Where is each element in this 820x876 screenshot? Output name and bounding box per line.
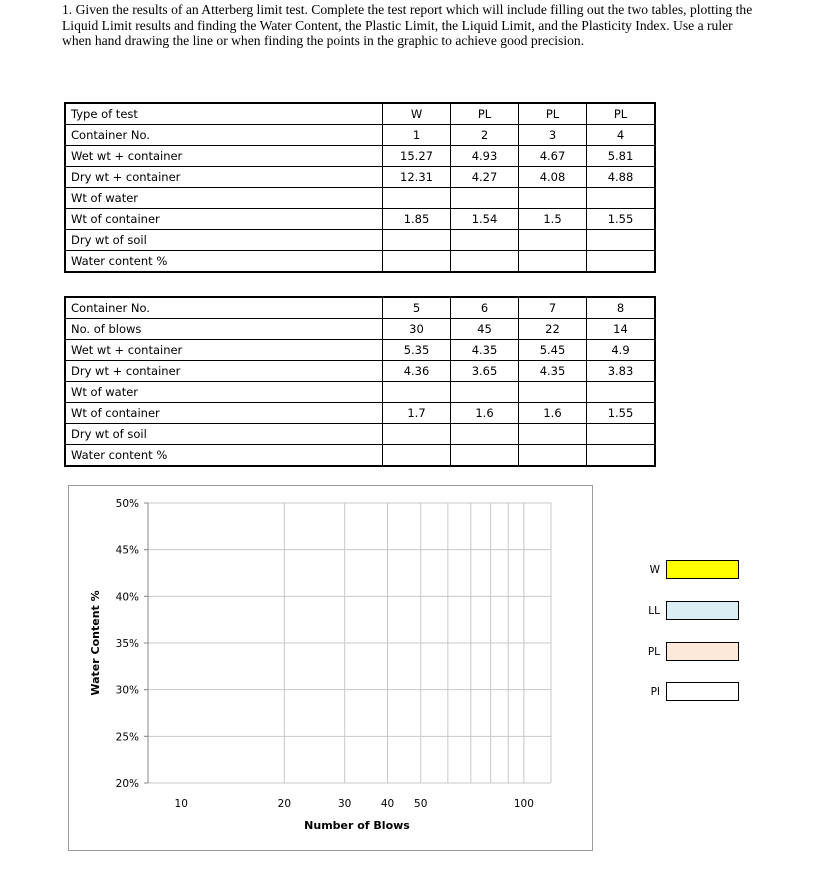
legend-label: W [649, 564, 660, 576]
value-cell: 1.7 [383, 403, 451, 424]
value-cell: 1.6 [451, 403, 519, 424]
legend-label: PI [650, 686, 660, 698]
value-cell: 1 [383, 125, 451, 146]
input-cell[interactable] [587, 424, 656, 445]
table-row [65, 319, 655, 340]
input-cell[interactable] [519, 188, 587, 209]
legend-swatch[interactable] [666, 642, 739, 661]
value-cell: 4.67 [519, 146, 587, 167]
y-axis-label: Water Content % [89, 590, 102, 696]
chart-canvas [69, 486, 594, 852]
input-cell[interactable] [383, 445, 451, 467]
input-cell[interactable] [451, 424, 519, 445]
value-cell: PL [519, 103, 587, 125]
input-cell[interactable] [451, 230, 519, 251]
legend-swatch[interactable] [666, 560, 739, 579]
x-tick-label: 30 [338, 798, 352, 810]
input-cell[interactable] [587, 445, 656, 467]
value-cell: 4.35 [519, 361, 587, 382]
row-label: No. of blows [65, 319, 383, 340]
value-cell: 5.35 [383, 340, 451, 361]
input-cell[interactable] [383, 230, 451, 251]
input-cell[interactable] [519, 445, 587, 467]
legend-item-pl [600, 642, 745, 664]
legend-item-w [600, 560, 745, 582]
flow-curve-chart [68, 485, 593, 851]
x-tick-label: 20 [277, 798, 292, 810]
input-cell[interactable] [451, 251, 519, 273]
value-cell: 1.54 [451, 209, 519, 230]
value-cell: 14 [587, 319, 656, 340]
row-label: Water content % [65, 251, 383, 273]
input-cell[interactable] [519, 230, 587, 251]
value-cell: 30 [383, 319, 451, 340]
y-tick-label: 25% [115, 731, 139, 744]
y-tick-label: 20% [115, 778, 139, 790]
table-row [65, 188, 655, 209]
value-cell: 4 [587, 125, 656, 146]
value-cell: 2 [451, 125, 519, 146]
row-label: Dry wt of soil [65, 424, 383, 445]
input-cell[interactable] [451, 445, 519, 467]
input-cell[interactable] [383, 251, 451, 273]
input-cell[interactable] [519, 251, 587, 273]
table-row [65, 209, 655, 230]
row-label: Wt of water [65, 188, 383, 209]
value-cell: 3 [519, 125, 587, 146]
value-cell: 5.45 [519, 340, 587, 361]
legend-item-pi [600, 682, 745, 704]
value-cell: 7 [519, 297, 587, 319]
value-cell: 4.36 [383, 361, 451, 382]
row-label: Wt of container [65, 209, 383, 230]
input-cell[interactable] [587, 251, 656, 273]
y-tick-label: 40% [115, 591, 139, 604]
input-cell[interactable] [587, 382, 656, 403]
row-label: Wet wt + container [65, 146, 383, 167]
value-cell: 4.9 [587, 340, 656, 361]
question-text: 1. Given the results of an Atterberg limit test. Complete the test report which will include filling out the two tables, plotting the Liquid Limit results and finding the Water Content, the Plastic Limit, the Liquid Limit, and the Plasticity Index. Use a ruler when hand drawing the line or when finding the points in the graphic to achieve good precision. [62, 2, 753, 49]
table-row [65, 297, 655, 319]
input-cell[interactable] [587, 230, 656, 251]
x-tick-label: 50 [414, 798, 428, 810]
value-cell: PL [451, 103, 519, 125]
x-tick-label: 100 [513, 798, 534, 810]
row-label: Dry wt + container [65, 167, 383, 188]
value-cell: 1.55 [587, 403, 656, 424]
value-cell: PL [587, 103, 656, 125]
legend-label: LL [648, 605, 660, 617]
value-cell: 5.81 [587, 146, 656, 167]
table-row [65, 424, 655, 445]
value-cell: 4.27 [451, 167, 519, 188]
value-cell: 4.35 [451, 340, 519, 361]
liquid-limit-table [64, 296, 656, 467]
table-row [65, 251, 655, 273]
value-cell: 22 [519, 319, 587, 340]
x-tick-label: 10 [174, 798, 188, 810]
row-label: Wet wt + container [65, 340, 383, 361]
row-label: Dry wt of soil [65, 230, 383, 251]
table-row [65, 146, 655, 167]
row-label: Type of test [65, 103, 383, 125]
row-label: Container No. [65, 297, 383, 319]
table-row [65, 167, 655, 188]
plastic-limit-table [64, 102, 656, 273]
row-label: Container No. [65, 125, 383, 146]
value-cell: 45 [451, 319, 519, 340]
table-row [65, 445, 655, 467]
table-row [65, 361, 655, 382]
table-row [65, 340, 655, 361]
value-cell: 3.83 [587, 361, 656, 382]
value-cell: 1.55 [587, 209, 656, 230]
value-cell: 3.65 [451, 361, 519, 382]
value-cell: 15.27 [383, 146, 451, 167]
row-label: Wt of container [65, 403, 383, 424]
y-tick-label: 50% [115, 498, 139, 510]
input-cell[interactable] [519, 424, 587, 445]
y-tick-label: 30% [115, 684, 139, 697]
legend-swatch[interactable] [666, 682, 739, 701]
input-cell[interactable] [383, 382, 451, 403]
value-cell: 6 [451, 297, 519, 319]
table-row [65, 403, 655, 424]
x-tick-label: 40 [380, 798, 395, 810]
value-cell: 1.6 [519, 403, 587, 424]
table-row [65, 382, 655, 403]
input-cell[interactable] [519, 382, 587, 403]
input-cell[interactable] [451, 188, 519, 209]
input-cell[interactable] [383, 188, 451, 209]
value-cell: 12.31 [383, 167, 451, 188]
value-cell: 8 [587, 297, 656, 319]
value-cell: 1.5 [519, 209, 587, 230]
table-row [65, 230, 655, 251]
value-cell: W [383, 103, 451, 125]
x-axis-label: Number of Blows [304, 819, 410, 832]
legend-label: PL [647, 646, 660, 658]
row-label: Water content % [65, 445, 383, 467]
y-tick-label: 35% [115, 638, 139, 650]
legend-item-ll [600, 601, 745, 623]
table-row [65, 103, 655, 125]
value-cell: 4.08 [519, 167, 587, 188]
input-cell[interactable] [383, 424, 451, 445]
row-label: Wt of water [65, 382, 383, 403]
table-row [65, 125, 655, 146]
value-cell: 4.93 [451, 146, 519, 167]
legend-swatch[interactable] [666, 601, 739, 620]
value-cell: 1.85 [383, 209, 451, 230]
y-tick-label: 45% [115, 544, 139, 557]
input-cell[interactable] [587, 188, 656, 209]
value-cell: 4.88 [587, 167, 656, 188]
value-cell: 5 [383, 297, 451, 319]
input-cell[interactable] [451, 382, 519, 403]
row-label: Dry wt + container [65, 361, 383, 382]
